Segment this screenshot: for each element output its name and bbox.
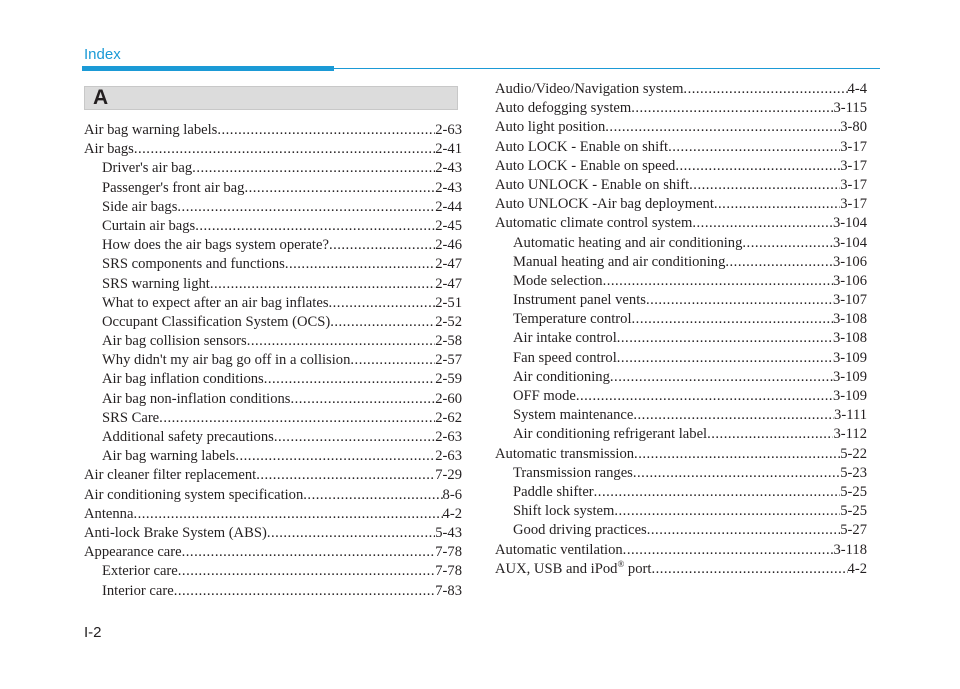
dot-leader xyxy=(182,543,436,562)
entry-page-number: 3-109 xyxy=(832,388,867,404)
dot-leader xyxy=(692,214,833,233)
entry-page-number: 2-63 xyxy=(435,122,462,138)
entry-page-number: 7-78 xyxy=(435,544,462,561)
index-entry xyxy=(495,80,867,99)
entry-page-number: 3-104 xyxy=(832,234,867,251)
index-subentry xyxy=(495,253,867,272)
entry-page-number: 3-17 xyxy=(840,176,867,193)
entry-page-number: 3-109 xyxy=(832,349,867,366)
entry-label: Manual heating and air conditioning xyxy=(513,253,726,270)
entry-page-number: 3-106 xyxy=(832,253,867,270)
entry-page-number: 2-47 xyxy=(435,256,462,273)
entry-label: Side air bags xyxy=(102,198,178,215)
entry-page-number: 8-6 xyxy=(442,486,462,503)
entry-label: Additional safety precautions xyxy=(102,429,274,445)
index-subentry xyxy=(495,387,867,406)
index-subentry xyxy=(84,294,462,313)
entry-label: How does the air bags system operate? xyxy=(102,237,329,254)
dot-leader xyxy=(617,349,833,368)
index-subentry xyxy=(495,329,867,348)
entry-label: AUX, USB and iPod® port xyxy=(495,559,652,577)
entry-label: Auto UNLOCK -Air bag deployment xyxy=(495,196,714,213)
index-entry xyxy=(84,466,462,485)
entry-page-number: 3-108 xyxy=(832,330,867,347)
dot-leader xyxy=(256,466,435,485)
dot-leader xyxy=(330,313,435,332)
entry-label: SRS Care xyxy=(102,409,160,426)
section-letter: A xyxy=(93,86,109,109)
entry-label: Audio/Video/Navigation system xyxy=(495,81,684,97)
dot-leader xyxy=(617,329,833,348)
index-entry xyxy=(495,541,867,560)
index-subentry xyxy=(495,502,867,521)
dot-leader xyxy=(633,406,834,425)
index-subentry xyxy=(495,483,867,502)
entry-label: Good driving practices xyxy=(513,522,647,539)
entry-page-number: 3-109 xyxy=(832,368,867,385)
dot-leader xyxy=(247,332,436,351)
dot-leader xyxy=(178,562,435,581)
index-entry xyxy=(495,99,867,118)
dot-leader xyxy=(605,118,840,137)
entry-page-number: 7-29 xyxy=(435,467,462,484)
index-subentry xyxy=(84,409,462,428)
index-subentry xyxy=(84,332,462,351)
entry-label: Air bag warning labels xyxy=(84,122,218,138)
entry-page-number: 4-4 xyxy=(847,81,867,97)
dot-leader xyxy=(134,140,435,159)
entry-page-number: 2-41 xyxy=(435,141,462,158)
entry-page-number: 3-104 xyxy=(832,215,867,232)
dot-leader xyxy=(683,80,847,99)
entry-label: Instrument panel vents xyxy=(513,292,646,309)
index-subentry xyxy=(84,275,462,294)
dot-leader xyxy=(689,176,840,195)
header-rule xyxy=(334,68,880,69)
entry-label: Passenger's front air bag xyxy=(102,179,245,196)
entry-page-number: 2-63 xyxy=(435,429,462,445)
entry-page-number: 2-58 xyxy=(435,333,462,350)
entry-label: Transmission ranges xyxy=(513,464,633,481)
entry-page-number: 2-60 xyxy=(435,390,462,407)
index-entry xyxy=(84,486,462,505)
index-column-left xyxy=(84,121,462,601)
entry-page-number: 5-25 xyxy=(840,503,867,520)
dot-leader xyxy=(633,464,840,483)
dot-leader xyxy=(603,272,833,291)
index-subentry xyxy=(495,464,867,483)
entry-page-number: 5-23 xyxy=(840,464,867,481)
entry-label: Fan speed control xyxy=(513,349,617,366)
entry-page-number: 3-17 xyxy=(840,157,867,174)
dot-leader xyxy=(177,198,435,217)
entry-page-number: 3-115 xyxy=(833,100,867,117)
index-subentry xyxy=(495,521,867,540)
entry-page-number: 3-111 xyxy=(834,407,867,424)
dot-leader xyxy=(631,99,833,118)
dot-leader xyxy=(651,560,847,579)
index-entry xyxy=(84,121,462,140)
entry-page-number: 4-2 xyxy=(442,505,462,522)
entry-page-number: 3-118 xyxy=(833,541,867,558)
entry-label: Curtain air bags xyxy=(102,217,196,234)
dot-leader xyxy=(576,387,833,406)
dot-leader xyxy=(742,234,833,253)
dot-leader xyxy=(192,159,435,178)
entry-label: Exterior care xyxy=(102,563,178,580)
index-subentry xyxy=(84,159,462,178)
dot-leader xyxy=(329,294,436,313)
entry-label: Air conditioning xyxy=(513,368,610,385)
index-subentry xyxy=(84,198,462,217)
entry-label: Air bags xyxy=(84,141,134,158)
dot-leader xyxy=(244,179,435,198)
entry-label: OFF mode xyxy=(513,388,576,404)
index-entry xyxy=(495,138,867,157)
entry-label: Appearance care xyxy=(84,544,182,561)
entry-label: Temperature control xyxy=(513,311,632,328)
dot-leader xyxy=(668,138,840,157)
entry-label: Auto defogging system xyxy=(495,100,632,117)
entry-page-number: 5-27 xyxy=(840,522,867,539)
entry-label: Automatic heating and air conditioning xyxy=(513,234,743,251)
entry-label: System maintenance xyxy=(513,407,634,424)
dot-leader xyxy=(264,370,436,389)
dot-leader xyxy=(350,351,435,370)
entry-page-number: 3-106 xyxy=(832,272,867,289)
index-subentry xyxy=(84,313,462,332)
entry-page-number: 2-59 xyxy=(435,371,462,388)
dot-leader xyxy=(267,524,435,543)
entry-page-number: 7-78 xyxy=(435,563,462,580)
index-entry xyxy=(495,214,867,233)
entry-label: SRS warning light xyxy=(102,275,210,292)
index-entry xyxy=(495,195,867,214)
dot-leader xyxy=(610,368,833,387)
index-subentry xyxy=(495,310,867,329)
index-entry xyxy=(84,140,462,159)
entry-page-number: 5-43 xyxy=(435,524,462,541)
index-entry xyxy=(84,543,462,562)
dot-leader xyxy=(623,541,834,560)
entry-label: Antenna xyxy=(84,505,134,522)
index-subentry xyxy=(84,255,462,274)
entry-page-number: 2-47 xyxy=(435,275,462,292)
entry-label: Anti-lock Brake System (ABS) xyxy=(84,524,267,541)
dot-leader xyxy=(274,428,435,447)
entry-page-number: 2-63 xyxy=(435,448,462,465)
dot-leader xyxy=(290,390,435,409)
entry-label: Auto LOCK - Enable on shift xyxy=(495,138,669,155)
index-subentry xyxy=(84,390,462,409)
entry-page-number: 2-62 xyxy=(435,409,462,426)
entry-page-number: 2-57 xyxy=(435,352,462,369)
entry-label: What to expect after an air bag inflates xyxy=(102,294,329,311)
header-accent-bar xyxy=(82,66,334,71)
index-entry xyxy=(495,157,867,176)
entry-label: Air conditioning system specification xyxy=(84,486,304,503)
index-subentry xyxy=(84,236,462,255)
entry-label: Air conditioning refrigerant label xyxy=(513,426,708,443)
dot-leader xyxy=(634,445,840,464)
entry-page-number: 3-80 xyxy=(840,119,867,136)
index-entry xyxy=(495,560,867,579)
index-subentry xyxy=(495,272,867,291)
index-subentry xyxy=(495,349,867,368)
dot-leader xyxy=(133,505,442,524)
dot-leader xyxy=(329,236,435,255)
index-subentry xyxy=(84,582,462,601)
entry-page-number: 7-83 xyxy=(435,582,462,599)
dot-leader xyxy=(285,255,435,274)
dot-leader xyxy=(614,502,840,521)
entry-page-number: 2-51 xyxy=(435,294,462,311)
entry-label: Shift lock system xyxy=(513,503,615,520)
index-subentry xyxy=(495,234,867,253)
index-subentry xyxy=(84,428,462,447)
index-header-title: Index xyxy=(84,46,121,63)
entry-label: Air bag collision sensors xyxy=(102,333,247,350)
entry-label: Interior care xyxy=(102,582,174,599)
entry-page-number: 2-43 xyxy=(435,179,462,196)
entry-page-number: 2-43 xyxy=(435,160,462,177)
entry-page-number: 2-45 xyxy=(435,217,462,234)
index-entry xyxy=(84,505,462,524)
entry-label: Mode selection xyxy=(513,272,603,289)
dot-leader xyxy=(174,582,436,601)
entry-label: Air bag warning labels xyxy=(102,448,236,465)
entry-label: Automatic transmission xyxy=(495,445,635,462)
entry-page-number: 4-2 xyxy=(847,560,867,577)
index-subentry xyxy=(84,179,462,198)
dot-leader xyxy=(632,310,833,329)
entry-page-number: 2-52 xyxy=(435,313,462,330)
entry-label: Air bag inflation conditions xyxy=(102,371,264,388)
dot-leader xyxy=(714,195,840,214)
entry-label: Auto LOCK - Enable on speed xyxy=(495,157,676,174)
entry-page-number: 3-108 xyxy=(832,311,867,328)
entry-page-number: 3-17 xyxy=(840,138,867,155)
entry-label: Automatic ventilation xyxy=(495,541,623,558)
dot-leader xyxy=(210,275,435,294)
dot-leader xyxy=(303,486,442,505)
entry-page-number: 3-112 xyxy=(833,426,867,443)
section-letter-box xyxy=(84,86,458,110)
index-column-right xyxy=(495,80,867,579)
entry-label: Auto light position xyxy=(495,119,606,136)
index-subentry xyxy=(495,291,867,310)
dot-leader xyxy=(195,217,435,236)
index-subentry xyxy=(495,425,867,444)
entry-label: Air intake control xyxy=(513,330,617,347)
entry-page-number: 5-22 xyxy=(840,445,867,462)
dot-leader xyxy=(217,121,435,140)
page-number: I-2 xyxy=(84,624,102,641)
index-entry xyxy=(495,445,867,464)
registered-mark: ® xyxy=(617,559,625,569)
entry-label: Paddle shifter xyxy=(513,483,594,500)
index-entry xyxy=(84,524,462,543)
entry-page-number: 3-107 xyxy=(832,292,867,309)
entry-label: Auto UNLOCK - Enable on shift xyxy=(495,176,690,193)
index-subentry xyxy=(495,368,867,387)
entry-page-number: 2-46 xyxy=(435,237,462,254)
dot-leader xyxy=(707,425,833,444)
entry-page-number: 5-25 xyxy=(840,483,867,500)
dot-leader xyxy=(647,521,840,540)
index-entry xyxy=(495,176,867,195)
entry-label: Air bag non-inflation conditions xyxy=(102,390,291,407)
index-subentry xyxy=(84,351,462,370)
entry-label: Why didn't my air bag go off in a collision xyxy=(102,352,351,369)
entry-label: Occupant Classification System (OCS) xyxy=(102,313,331,330)
dot-leader xyxy=(675,157,840,176)
index-subentry xyxy=(84,370,462,389)
index-subentry xyxy=(84,562,462,581)
entry-label: Automatic climate control system xyxy=(495,215,693,232)
entry-label: SRS components and functions xyxy=(102,256,285,273)
index-subentry xyxy=(495,406,867,425)
index-subentry xyxy=(84,447,462,466)
index-entry xyxy=(495,118,867,137)
dot-leader xyxy=(646,291,833,310)
dot-leader xyxy=(159,409,435,428)
entry-label: Driver's air bag xyxy=(102,160,193,177)
index-subentry xyxy=(84,217,462,236)
dot-leader xyxy=(235,447,435,466)
dot-leader xyxy=(594,483,841,502)
entry-label: Air cleaner filter replacement xyxy=(84,467,257,484)
dot-leader xyxy=(725,253,833,272)
entry-page-number: 3-17 xyxy=(840,196,867,213)
entry-page-number: 2-44 xyxy=(435,198,462,215)
